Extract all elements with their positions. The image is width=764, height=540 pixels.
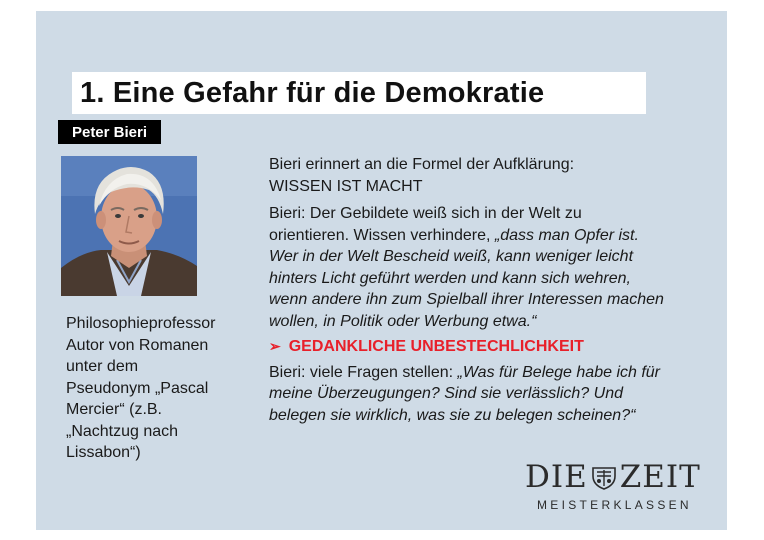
paragraph-line (269, 225, 709, 247)
bio-text (66, 313, 246, 464)
logo-part-zeit: ZEIT (619, 459, 701, 495)
arrow-bullet-icon: ➢ (269, 338, 281, 354)
highlight-text: GEDANKLICHE UNBESTECHLICHKEIT (288, 338, 584, 355)
logo-subtitle: MEISTERKLASSEN (537, 498, 692, 512)
logo-part-die: DIE (525, 459, 588, 495)
bio-line: „Nachtzug nach (66, 422, 179, 440)
title-box (72, 72, 646, 114)
paragraph-questions (269, 362, 709, 427)
logo-wordmark (525, 459, 705, 495)
quote-line: hinters Licht geführt werden und kann sich wehren, (269, 269, 631, 287)
bio-line: unter dem (66, 358, 139, 375)
portrait-illustration (61, 156, 197, 296)
person-name-tag: Peter Bieri (58, 120, 161, 144)
paragraph-text: Bieri: viele Fragen stellen: (269, 363, 458, 381)
paragraph-line (269, 362, 709, 384)
paragraph-knowledge (269, 203, 709, 332)
crest-icon (590, 463, 618, 491)
quote-line: wenn andere ihn zum Spielball ihrer Interessen machen (269, 291, 664, 308)
quote-text: „Was für Belege habe ich für (457, 363, 661, 381)
slide-title: 1. Eine Gefahr für die Demokratie (80, 76, 545, 109)
bio-line: Philosophieprofessor (66, 315, 216, 332)
bio-line: Pseudonym „Pascal (66, 379, 209, 397)
quote-line: wollen, in Politik oder Werbung etwa.“ (269, 312, 537, 330)
highlight-bullet (269, 336, 709, 358)
paragraph-formula (269, 154, 709, 197)
quote-line: Wer in der Welt Bescheid weiß, kann weniger leicht (269, 248, 634, 265)
paragraph-line: Bieri: Der Gebildete weiß sich in der Welt zu (269, 205, 582, 222)
paragraph-line: Bieri erinnert an die Formel der Aufklärung: (269, 156, 575, 173)
quote-line: belegen sie wirklich, was sie zu belegen scheinen?“ (269, 406, 636, 424)
portrait-photo (61, 156, 197, 296)
quote-text: „dass man Opfer ist. (494, 226, 639, 244)
paragraph-line: WISSEN IST MACHT (269, 177, 423, 195)
bio-line: Mercier“ (z.B. (66, 401, 162, 418)
bio-line: Autor von Romanen (66, 336, 209, 354)
bio-line: Lissabon“) (66, 444, 141, 461)
die-zeit-logo (525, 459, 705, 519)
quote-line: meine Überzeugungen? Sind sie verlässlich? Und (269, 385, 623, 402)
paragraph-text: orientieren. Wissen verhindere, (269, 226, 495, 244)
main-text (269, 154, 709, 426)
